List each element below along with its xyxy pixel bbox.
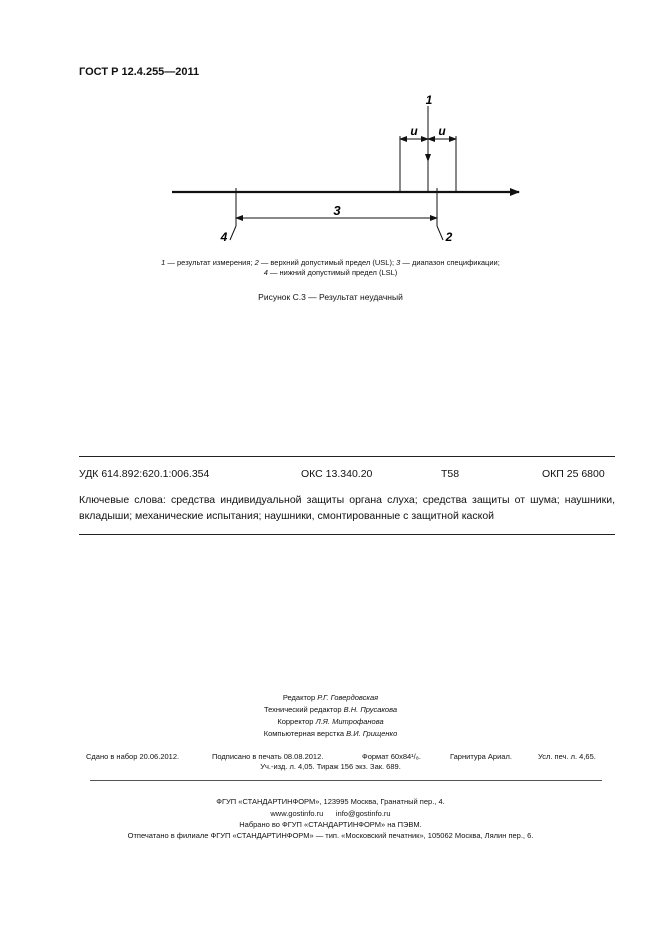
imprint-format: Формат 60x84¹/₈.	[362, 752, 421, 761]
keywords-label: Ключевые слова:	[79, 494, 166, 506]
usl-leader	[437, 226, 443, 240]
imprint-submitted: Сдано в набор 20.06.2012.	[86, 752, 180, 761]
separator-bottom	[79, 534, 615, 535]
imprint-print-sheets: Усл. печ. л. 4,65.	[538, 752, 596, 761]
separator-top	[79, 456, 615, 457]
label-spec-range: 3	[333, 203, 341, 218]
figure-legend-line1: 1 — результат измерения; 2 — верхний допустимый предел (USL); 3 — диапазон спецификации;	[161, 258, 500, 267]
imprint-edition: Уч.-изд. л. 4,05. Тираж 156 экз. Зак. 689.	[260, 762, 401, 771]
figure-caption: Рисунок С.3 — Результат неудачный	[258, 292, 403, 302]
label-lsl: 4	[220, 230, 228, 244]
credit-layout: Компьютерная верстка В.И. Грищенко	[263, 729, 398, 738]
credit-tech-editor: Технический редактор В.Н. Прусакова	[263, 705, 398, 714]
footer-separator	[90, 780, 602, 781]
footer-email[interactable]: info@gostinfo.ru	[335, 809, 391, 818]
imprint-signed: Подписано в печать 08.08.2012.	[212, 752, 324, 761]
okp-code: ОКП 25 6800	[542, 468, 605, 480]
oks-code: ОКС 13.340.20	[301, 468, 373, 480]
footer-typeset: Набрано во ФГУП «СТАНДАРТИНФОРМ» на ПЭВМ.	[239, 820, 422, 829]
credit-editor: Редактор Р.Г. Говердовская	[282, 693, 379, 702]
udk-code: УДК 614.892:620.1:006.354	[79, 468, 210, 480]
lsl-leader	[230, 226, 236, 240]
footer-contacts	[0, 809, 661, 818]
t-code: Т58	[441, 468, 460, 480]
footer-website[interactable]: www.gostinfo.ru	[270, 809, 324, 818]
footer-printed: Отпечатано в филиале ФГУП «СТАНДАРТИНФОРМ» — тип. «Московский печатник», 105062 Москва, Лялин пер., 6.	[127, 831, 534, 840]
keywords-text: средства индивидуальной защиты органа слуха; средства защиты от шума; наушники, вкладыши; механические испытания; наушники, смонтированные с защитной каской	[79, 494, 616, 522]
credit-corrector: Корректор Л.Я. Митрофанова	[277, 717, 384, 726]
footer-publisher: ФГУП «СТАНДАРТИНФОРМ», 123995 Москва, Гранатный пер., 4.	[216, 797, 445, 806]
measurement-result-diagram	[0, 0, 661, 260]
figure-legend-line2: 4 — нижний допустимый предел (LSL)	[263, 268, 398, 277]
label-u-left: u	[410, 124, 418, 138]
document-header-code: ГОСТ Р 12.4.255—2011	[79, 66, 200, 78]
label-u-right: u	[438, 124, 446, 138]
label-usl: 2	[445, 230, 453, 244]
imprint-typeface: Гарнитура Ариал.	[450, 752, 512, 761]
keywords-block	[79, 492, 615, 524]
label-result: 1	[425, 93, 433, 107]
